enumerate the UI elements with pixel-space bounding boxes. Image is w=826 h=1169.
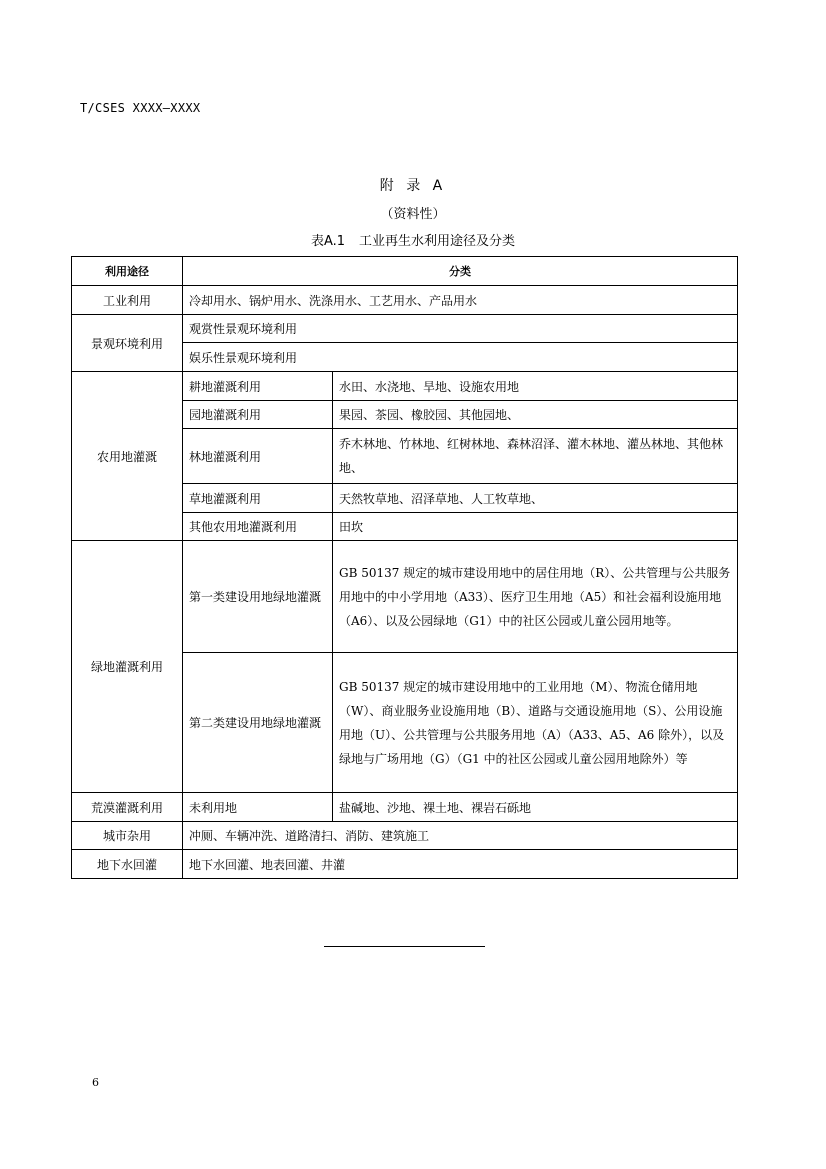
header-class: 分类 — [183, 257, 738, 286]
description-cell: 乔木林地、竹林地、红树林地、森林沼泽、灌木林地、灌丛林地、其他林地、 — [333, 429, 738, 484]
table-caption — [0, 230, 826, 249]
category-cell: 城市杂用 — [72, 822, 183, 850]
subcategory-cell: 第二类建设用地绿地灌溉 — [183, 653, 333, 793]
description-cell: 地下水回灌、地表回灌、井灌 — [183, 850, 738, 879]
description-cell: 果园、茶园、橡胶园、其他园地、 — [333, 401, 738, 429]
table-row — [72, 541, 738, 653]
table-row — [72, 793, 738, 822]
table-label: 表A.1 — [310, 234, 346, 249]
subcategory-cell: 林地灌溉利用 — [183, 429, 333, 484]
description-cell: 盐碱地、沙地、裸土地、裸岩石砾地 — [333, 793, 738, 822]
table-row — [72, 372, 738, 401]
water-reuse-table — [71, 256, 738, 879]
table-header-row — [72, 257, 738, 286]
description-cell: 天然牧草地、沼泽草地、人工牧草地、 — [333, 484, 738, 513]
description-cell: GB 50137 规定的城市建设用地中的工业用地（M）、物流仓储用地（W）、商业服务业设施用地（B）、道路与交通设施用地（S）、公用设施用地（U）、公共管理与公共服务用地（A）（A33、A5、A6 除外），以及绿地与广场用地（G）（G1 中的社区公园或儿童公园用地除外）等 — [333, 653, 738, 793]
category-cell: 工业利用 — [72, 286, 183, 315]
table-row — [72, 822, 738, 850]
subcategory-cell: 第一类建设用地绿地灌溉 — [183, 541, 333, 653]
description-cell: 冲厕、车辆冲洗、道路清扫、消防、建筑施工 — [183, 822, 738, 850]
document-code: T/CSES XXXX—XXXX — [80, 101, 201, 115]
description-cell: 水田、水浇地、旱地、设施农用地 — [333, 372, 738, 401]
table-row — [72, 286, 738, 315]
subcategory-cell: 未利用地 — [183, 793, 333, 822]
subcategory-cell: 草地灌溉利用 — [183, 484, 333, 513]
appendix-title: 附 录 A — [379, 178, 447, 194]
table-title: 工业再生水利用途径及分类 — [359, 234, 516, 249]
description-cell: 田坎 — [333, 513, 738, 541]
page-number: 6 — [92, 1076, 99, 1089]
header-use: 利用途径 — [72, 257, 183, 286]
subcategory-cell: 娱乐性景观环境利用 — [183, 343, 738, 372]
description-cell: 冷却用水、锅炉用水、洗涤用水、工艺用水、产品用水 — [183, 286, 738, 315]
subcategory-cell: 园地灌溉利用 — [183, 401, 333, 429]
description-cell: GB 50137 规定的城市建设用地中的居住用地（R）、公共管理与公共服务用地中的中小学用地（A33）、医疗卫生用地（A5）和社会福利设施用地（A6）、以及公园绿地（G1）中的社区公园或儿童公园用地等。 — [333, 541, 738, 653]
category-cell: 景观环境利用 — [72, 315, 183, 372]
subcategory-cell: 其他农用地灌溉利用 — [183, 513, 333, 541]
subcategory-cell: 耕地灌溉利用 — [183, 372, 333, 401]
category-cell: 绿地灌溉利用 — [72, 541, 183, 793]
table-row — [72, 315, 738, 343]
table-row — [72, 850, 738, 879]
category-cell: 荒漠灌溉利用 — [72, 793, 183, 822]
end-rule-divider — [324, 946, 485, 947]
appendix-note: （资料性） — [380, 207, 446, 222]
category-cell: 地下水回灌 — [72, 850, 183, 879]
subcategory-cell: 观赏性景观环境利用 — [183, 315, 738, 343]
category-cell: 农用地灌溉 — [72, 372, 183, 541]
